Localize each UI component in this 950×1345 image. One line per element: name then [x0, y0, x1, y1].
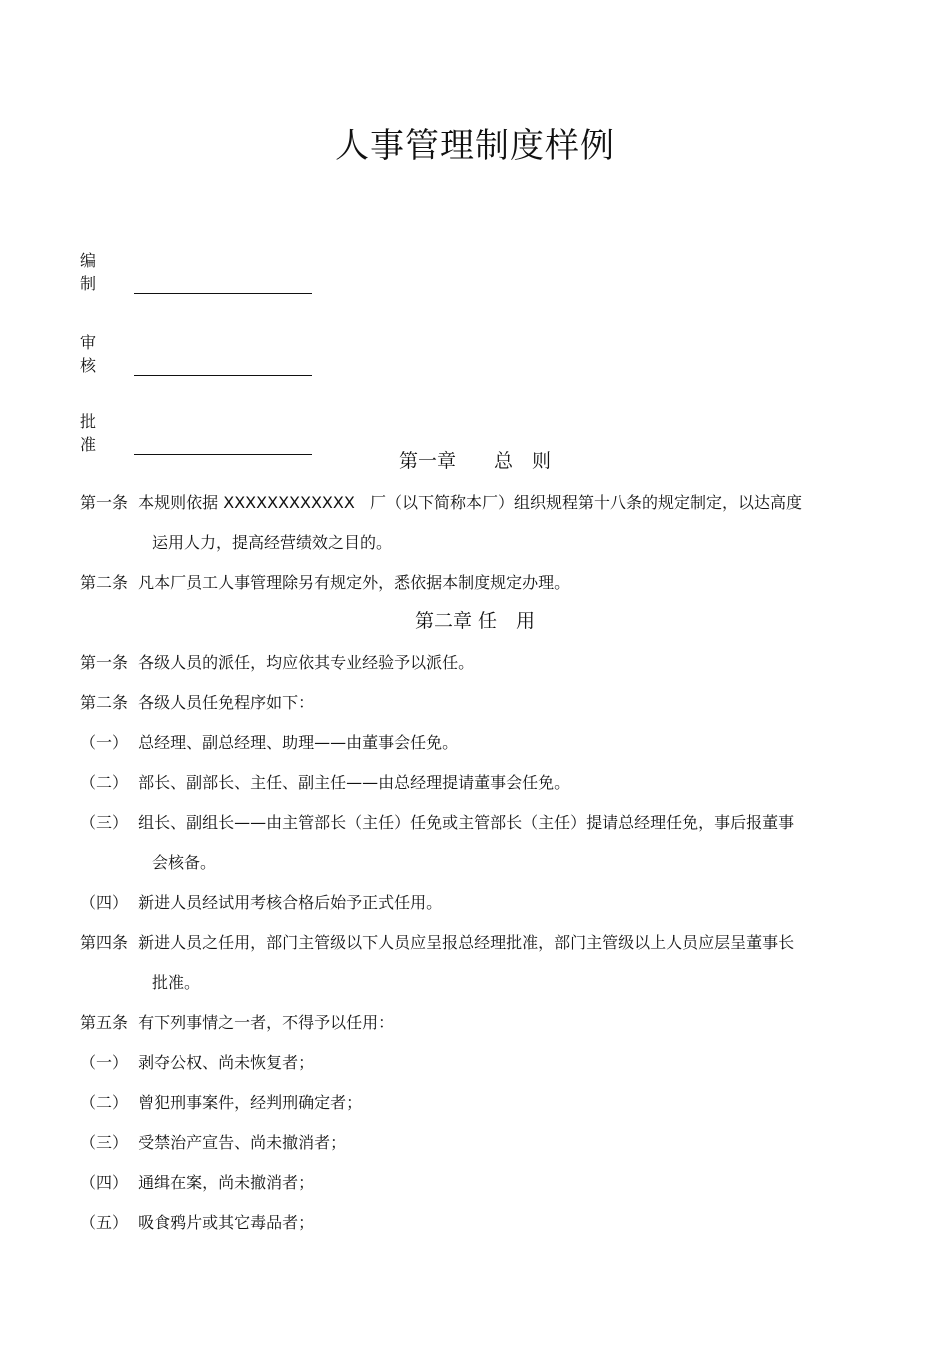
list-item-continuation: 会核备。 — [152, 853, 217, 872]
list-item: （三） 受禁治产宣告、尚未撤消者； — [80, 1133, 347, 1152]
article-line: 第二条 凡本厂员工人事管理除另有规定外，悉依据本制度规定办理。 — [80, 573, 571, 592]
article-line: 第二条 各级人员任免程序如下： — [80, 693, 315, 712]
signature-field-review — [80, 330, 312, 376]
list-item: （二） 曾犯刑事案件，经判刑确定者； — [80, 1093, 363, 1112]
list-item: （五） 吸食鸦片或其它毒品者； — [80, 1213, 315, 1232]
signature-line — [134, 279, 312, 294]
article-line: 第四条 新进人员之任用，部门主管级以下人员应呈报总经理批准，部门主管级以上人员应层呈董事长 — [80, 933, 795, 952]
signature-field-compile — [80, 248, 312, 294]
list-item: （一） 总经理、副总经理、助理——由董事会任免。 — [80, 733, 459, 752]
list-item: （四） 通缉在案，尚未撤消者； — [80, 1173, 315, 1192]
article-line: 第一条 各级人员的派任，均应依其专业经验予以派任。 — [80, 653, 475, 672]
article-line: 第五条 有下列事情之一者，不得予以任用： — [80, 1013, 395, 1032]
article-line-continuation: 批准。 — [152, 973, 201, 992]
signature-label: 编 制 — [80, 251, 105, 293]
document-title: 人事管理制度样例 — [335, 126, 615, 166]
article-line: 第一条 本规则依据 XXXXXXXXXXXX 厂（以下简称本厂）组织规程第十八条的规定制定，以达高度 — [80, 493, 803, 512]
chapter-1-heading: 第一章 总 则 — [398, 450, 551, 472]
signature-line — [134, 361, 312, 376]
list-item: （一） 剥夺公权、尚未恢复者； — [80, 1053, 315, 1072]
list-item: （三） 组长、副组长——由主管部长（主任）任免或主管部长（主任）提请总经理任免，事后报董事 — [80, 813, 795, 832]
chapter-2-heading: 第二章 任 用 — [414, 610, 536, 632]
list-item: （二） 部长、副部长、主任、副主任——由总经理提请董事会任免。 — [80, 773, 571, 792]
article-line: 运用人力，提高经营绩效之目的。 — [152, 533, 393, 552]
list-item: （四） 新进人员经试用考核合格后始予正式任用。 — [80, 893, 443, 912]
signature-label: 审 核 — [80, 333, 105, 375]
signature-label: 批 准 — [80, 412, 105, 454]
